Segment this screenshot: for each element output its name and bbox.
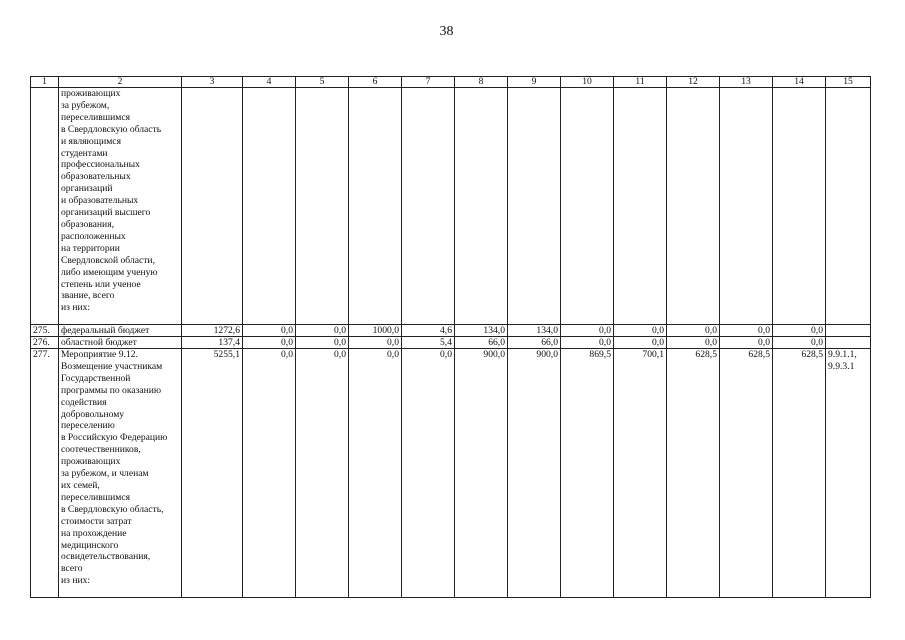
value-cell: 0,0 [561,325,614,337]
value-cell [561,88,614,325]
column-number: 13 [720,77,773,88]
column-number: 1 [31,77,59,88]
value-cell: 700,1 [614,349,667,598]
value-cell: 66,0 [455,337,508,349]
row-name: проживающих за рубежом, переселившимся в Свердловскую область и являющимся студентами профессиональных образовательных организаций и образовательных организаций высшего образования, расположенных на территории Свердловской области, либо имеющим ученую степень или ученое звание, всего из них: [59,88,182,325]
column-number: 7 [402,77,455,88]
value-cell [296,88,349,325]
target-code-cell [826,325,871,337]
value-cell: 0,0 [667,337,720,349]
value-cell: 0,0 [243,337,296,349]
value-cell [773,88,826,325]
row-index: 277. [31,349,59,598]
column-number: 14 [773,77,826,88]
value-cell: 900,0 [508,349,561,598]
value-cell: 0,0 [243,325,296,337]
column-number: 3 [182,77,243,88]
column-number: 10 [561,77,614,88]
table-row [31,88,871,325]
column-number: 12 [667,77,720,88]
value-cell: 4,6 [402,325,455,337]
table-row [31,337,871,349]
value-cell: 0,0 [296,337,349,349]
value-cell [182,88,243,325]
value-cell [455,88,508,325]
value-cell: 0,0 [773,325,826,337]
value-cell [614,88,667,325]
value-cell: 0,0 [349,349,402,598]
row-name: Мероприятие 9.12. Возмещение участникам Государственной программы по оказанию содействия добровольному переселению в Российскую Федерацию соотечественников, проживающих за рубежом, и членам их семей, переселившимся в Свердловскую область, стоимости затрат на прохождение медицинского освидетельствования, всего из них: [59,349,182,598]
value-cell: 628,5 [773,349,826,598]
value-cell: 0,0 [720,325,773,337]
value-cell: 0,0 [614,325,667,337]
value-cell: 66,0 [508,337,561,349]
value-cell [349,88,402,325]
budget-table [30,76,871,598]
value-cell [243,88,296,325]
column-number: 2 [59,77,182,88]
value-cell: 869,5 [561,349,614,598]
value-cell: 628,5 [667,349,720,598]
table-row [31,325,871,337]
value-cell: 137,4 [182,337,243,349]
value-cell: 900,0 [455,349,508,598]
column-number: 4 [243,77,296,88]
value-cell: 0,0 [720,337,773,349]
target-code-cell [826,337,871,349]
row-name: областной бюджет [59,337,182,349]
value-cell: 0,0 [296,349,349,598]
value-cell: 0,0 [773,337,826,349]
column-number: 11 [614,77,667,88]
column-number: 5 [296,77,349,88]
row-index: 275. [31,325,59,337]
value-cell: 5255,1 [182,349,243,598]
value-cell: 0,0 [667,325,720,337]
value-cell: 0,0 [349,337,402,349]
value-cell [720,88,773,325]
value-cell [508,88,561,325]
value-cell: 0,0 [561,337,614,349]
column-number: 6 [349,77,402,88]
value-cell: 0,0 [402,349,455,598]
value-cell: 134,0 [455,325,508,337]
column-number: 15 [826,77,871,88]
value-cell: 628,5 [720,349,773,598]
value-cell: 5,4 [402,337,455,349]
value-cell: 1000,0 [349,325,402,337]
value-cell: 0,0 [243,349,296,598]
table-row [31,349,871,598]
target-code-cell [826,88,871,325]
row-name: федеральный бюджет [59,325,182,337]
target-code-cell: 9.9.1.1, 9.9.3.1 [826,349,871,598]
column-number: 9 [508,77,561,88]
row-index [31,88,59,325]
value-cell: 0,0 [296,325,349,337]
value-cell [667,88,720,325]
row-index: 276. [31,337,59,349]
value-cell [402,88,455,325]
column-number: 8 [455,77,508,88]
value-cell: 1272,6 [182,325,243,337]
value-cell: 134,0 [508,325,561,337]
page-number: 38 [439,24,454,39]
table-header-row [31,77,871,88]
value-cell: 0,0 [614,337,667,349]
